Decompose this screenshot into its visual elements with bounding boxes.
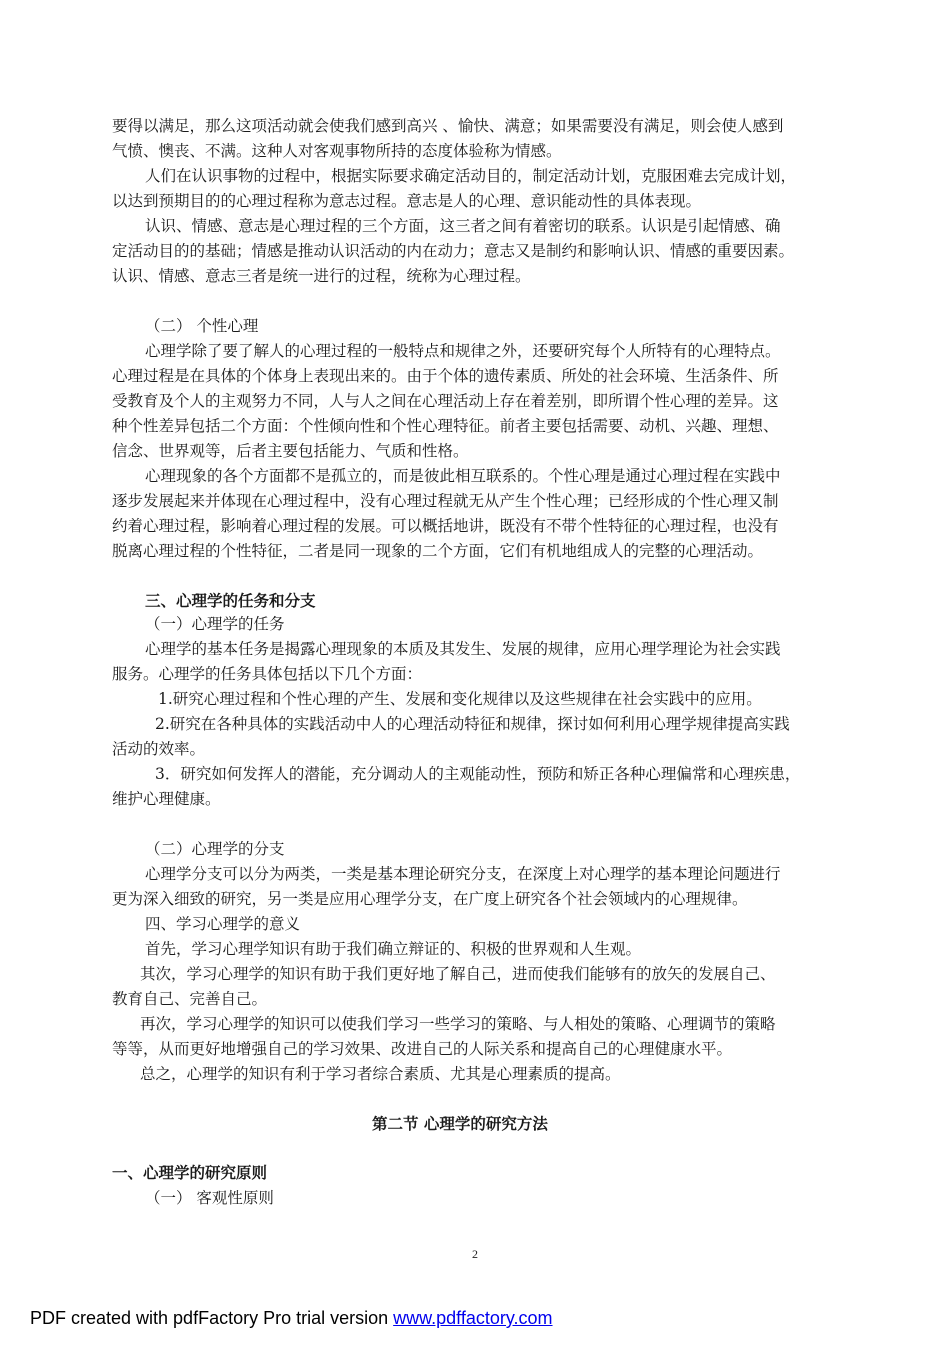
text-line: 脱离心理过程的个性特征，二者是同一现象的二个方面，它们有机地组成人的完整的心理活动。 [112,542,764,560]
text-line: 维护心理健康。 [112,790,221,808]
text-line: 约着心理过程，影响着心理过程的发展。可以概括地讲，既没有不带个性特征的心理过程，也没有 [112,517,779,535]
text-line: 认识、情感、意志是心理过程的三个方面，这三者之间有着密切的联系。认识是引起情感、确 [145,217,781,235]
text-line: 种个性差异包括二个方面：个性倾向性和个性心理特征。前者主要包括需要、动机、兴趣、理想、 [112,417,779,435]
text-line: 认识、情感、意志三者是统一进行的过程，统称为心理过程。 [112,267,531,285]
pdf-footer [30,1308,553,1329]
text-line: 总之，心理学的知识有利于学习者综合素质、尤其是心理素质的提高。 [140,1065,621,1083]
list-item: 1.研究心理过程和个性心理的产生、发展和变化规律以及这些规律在社会实践中的应用。 [158,690,762,708]
subsection-heading: （一）心理学的任务 [145,615,285,633]
text-line: 心理学的基本任务是揭露心理现象的本质及其发生、发展的规律，应用心理学理论为社会实践 [145,640,781,658]
text-line: 心理过程是在具体的个体身上表现出来的。由于个体的遗传素质、所处的社会环境、生活条件、所 [112,367,779,385]
list-item: 3．研究如何发挥人的潜能，充分调动人的主观能动性，预防和矫正各种心理偏常和心理疾患， [155,765,801,783]
footer-link[interactable]: www.pdffactory.com [393,1308,553,1328]
subsection-heading: （二）心理学的分支 [145,840,285,858]
section-heading: 一、心理学的研究原则 [112,1164,268,1182]
section-heading: 四、学习心理学的意义 [145,915,301,933]
footer-text: PDF created with pdfFactory Pro trial version [30,1308,394,1328]
section-heading: 三、心理学的任务和分支 [145,592,316,610]
text-line: 人们在认识事物的过程中，根据实际要求确定活动目的，制定活动计划，克服困难去完成计划， [145,167,797,185]
text-line: 定活动目的的基础；情感是推动认识活动的内在动力；意志又是制约和影响认识、情感的重要因素。 [112,242,795,260]
text-line: 受教育及个人的主观努力不同，人与人之间在心理活动上存在着差别，即所谓个性心理的差异。这 [112,392,779,410]
text-line: 教育自己、完善自己。 [112,990,268,1008]
text-line: 要得以满足，那么这项活动就会使我们感到高兴 、愉快、满意；如果需要没有满足，则会使人感到 [112,117,784,135]
text-line: 再次，学习心理学的知识可以使我们学习一些学习的策略、与人相处的策略、心理调节的策略 [140,1015,776,1033]
text-line: 服务。心理学的任务具体包括以下几个方面： [112,665,423,683]
text-line: 逐步发展起来并体现在心理过程中，没有心理过程就无从产生个性心理；已经形成的个性心理又制 [112,492,779,510]
section-heading: （二） 个性心理 [145,317,259,335]
text-line: 活动的效率。 [112,740,206,758]
text-line: 首先，学习心理学知识有助于我们确立辩证的、积极的世界观和人生观。 [145,940,642,958]
text-line: 其次，学习心理学的知识有助于我们更好地了解自己，进而使我们能够有的放矢的发展自己、 [140,965,776,983]
text-line: 气愤、懊丧、不满。这种人对客观事物所持的态度体验称为情感。 [112,142,562,160]
page-number: 2 [472,1247,478,1261]
text-line: 等等，从而更好地增强自己的学习效果、改进自己的人际关系和提高自己的心理健康水平。 [112,1040,733,1058]
text-line: 心理现象的各个方面都不是孤立的，而是彼此相互联系的。个性心理是通过心理过程在实践中 [145,467,781,485]
text-line: 心理学分支可以分为两类，一类是基本理论研究分支，在深度上对心理学的基本理论问题进行 [145,865,781,883]
chapter-section-title: 第二节 心理学的研究方法 [372,1115,548,1133]
text-line: 信念、世界观等，后者主要包括能力、气质和性格。 [112,442,469,460]
text-line: 以达到预期目的的心理过程称为意志过程。意志是人的心理、意识能动性的具体表现。 [112,192,702,210]
text-line: 更为深入细致的研究，另一类是应用心理学分支，在广度上研究各个社会领域内的心理规律。 [112,890,748,908]
text-line: 心理学除了要了解人的心理过程的一般特点和规律之外，还要研究每个人所特有的心理特点。 [145,342,781,360]
subsection-heading: （一） 客观性原则 [145,1189,274,1207]
list-item: 2.研究在各种具体的实践活动中人的心理活动特征和规律，探讨如何利用心理学规律提高实践 [155,715,790,733]
